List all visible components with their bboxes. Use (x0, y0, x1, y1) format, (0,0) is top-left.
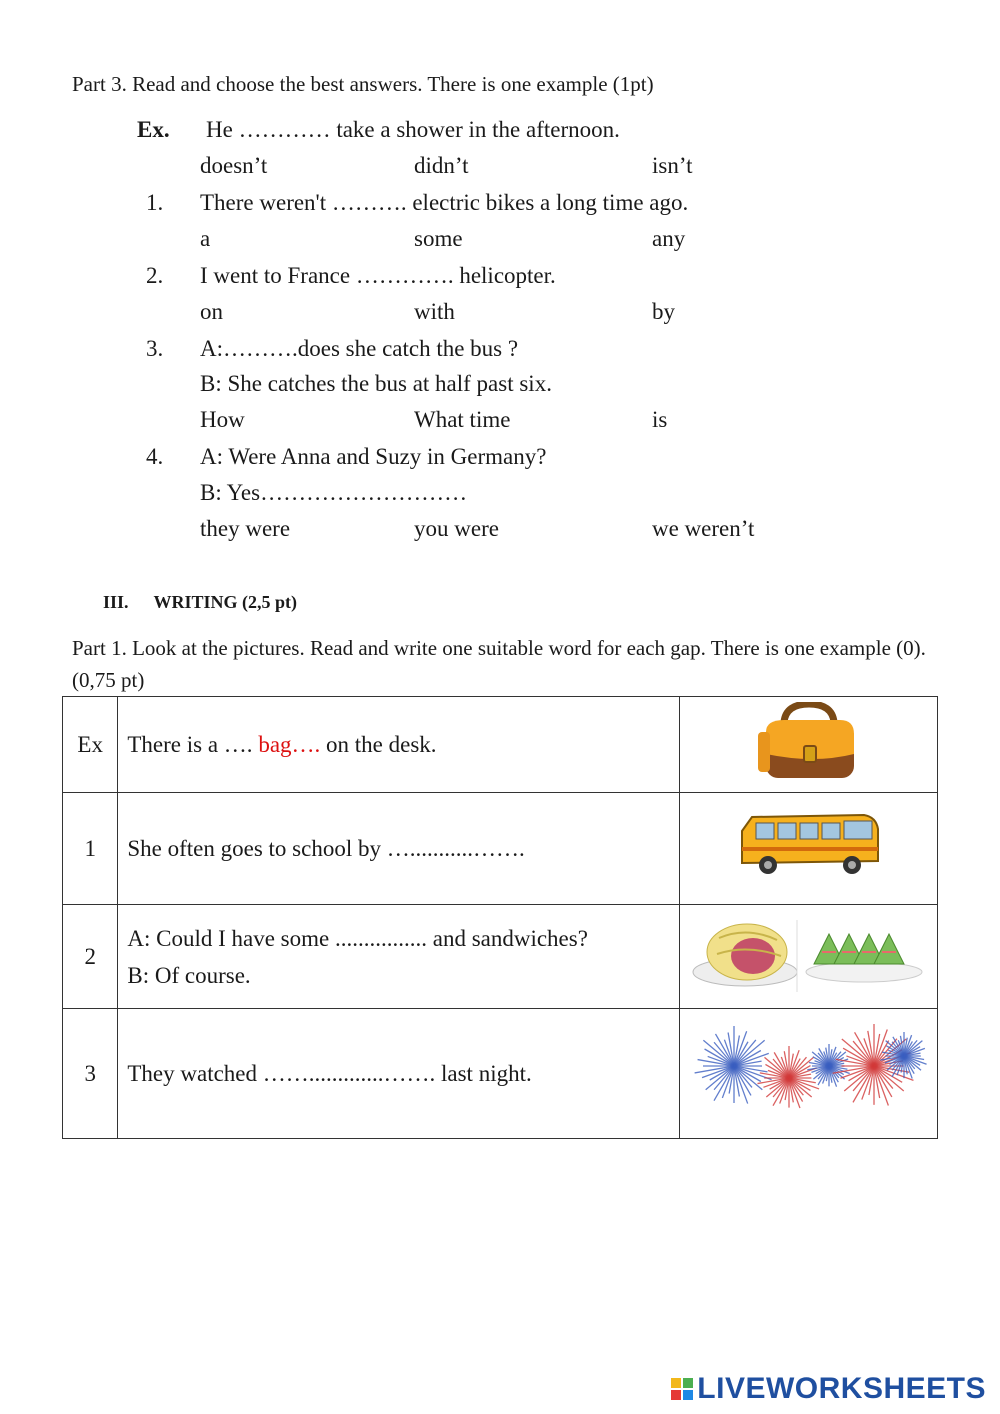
question-2-option-a[interactable]: on (200, 299, 223, 324)
writing-part1-instructions: Part 1. Look at the pictures. Read and write one suitable word for each gap. There is one example (0). (0,75 pt) (72, 636, 926, 692)
question-3-line-a: A:……….does she catch the bus ? (200, 336, 519, 361)
question-4-option-a[interactable]: they were (200, 516, 291, 541)
question-3-option-b[interactable]: What time (414, 407, 511, 432)
row-sentence (118, 905, 680, 1009)
question-1-text: There weren't ………. electric bikes a long time ago. (200, 190, 689, 215)
question-2-text: I went to France …………. helicopter. (200, 263, 556, 288)
sentence-line-b: B: Of course. (127, 962, 251, 988)
writing-section-title: WRITING (2,5 pt) (153, 592, 298, 612)
row-sentence (118, 1009, 680, 1139)
example-answer: bag…. (258, 731, 321, 757)
example-option-a: doesn’t (200, 153, 268, 178)
writing-table (62, 696, 938, 1139)
table-row (63, 793, 938, 905)
row-picture (680, 905, 938, 1009)
example-sentence: He ………… take a shower in the afternoon. (206, 117, 620, 142)
liveworksheets-logo (671, 1372, 986, 1406)
ham-sandwich-icon (689, 914, 929, 994)
logo-text: LIVEWORKSHEETS (697, 1372, 986, 1405)
sentence-text[interactable]: They watched …….............……. last night. (127, 1060, 532, 1086)
writing-section-heading (103, 592, 297, 613)
table-row (63, 1009, 938, 1139)
question-4-number: 4. (146, 444, 164, 469)
row-number: 1 (63, 793, 118, 905)
table-row (63, 697, 938, 793)
row-picture (680, 697, 938, 793)
sentence-line-a[interactable]: A: Could I have some ................ and sandwiches? (127, 925, 588, 951)
question-3-option-a[interactable]: How (200, 407, 245, 432)
sentence-after: on the desk. (320, 731, 437, 757)
row-picture (680, 1009, 938, 1139)
sentence-text[interactable]: She often goes to school by …...........……. (127, 835, 525, 861)
row-number: Ex (63, 697, 118, 793)
example-label: Ex. (137, 117, 170, 142)
question-2-option-c[interactable]: by (652, 299, 675, 324)
writing-section-numeral: III. (103, 592, 129, 612)
row-number: 2 (63, 905, 118, 1009)
bag-icon (754, 702, 864, 782)
table-row (63, 905, 938, 1009)
question-1-number: 1. (146, 190, 164, 215)
example-option-b: didn’t (414, 153, 469, 178)
sentence-before: There is a …. (127, 731, 259, 757)
question-1-option-b[interactable]: some (414, 226, 463, 251)
question-4-line-a: A: Were Anna and Suzy in Germany? (200, 444, 547, 469)
question-4-option-c[interactable]: we weren’t (652, 516, 755, 541)
part3-title: Part 3. Read and choose the best answers. There is one example (1pt) (72, 72, 654, 96)
question-4-option-b[interactable]: you were (414, 516, 499, 541)
fireworks-icon (689, 1016, 929, 1126)
question-3-line-b: B: She catches the bus at half past six. (200, 371, 552, 396)
row-sentence (118, 793, 680, 905)
question-4-line-b: B: Yes……………………… (200, 480, 468, 505)
logo-mark-icon (671, 1378, 693, 1400)
row-number: 3 (63, 1009, 118, 1139)
question-1-option-c[interactable]: any (652, 226, 686, 251)
example-option-c: isn’t (652, 153, 693, 178)
question-3-option-c[interactable]: is (652, 407, 668, 432)
row-sentence (118, 697, 680, 793)
question-3-number: 3. (146, 336, 164, 361)
bus-icon (734, 811, 884, 881)
question-2-option-b[interactable]: with (414, 299, 455, 324)
row-picture (680, 793, 938, 905)
question-1-option-a[interactable]: a (200, 226, 211, 251)
question-2-number: 2. (146, 263, 164, 288)
